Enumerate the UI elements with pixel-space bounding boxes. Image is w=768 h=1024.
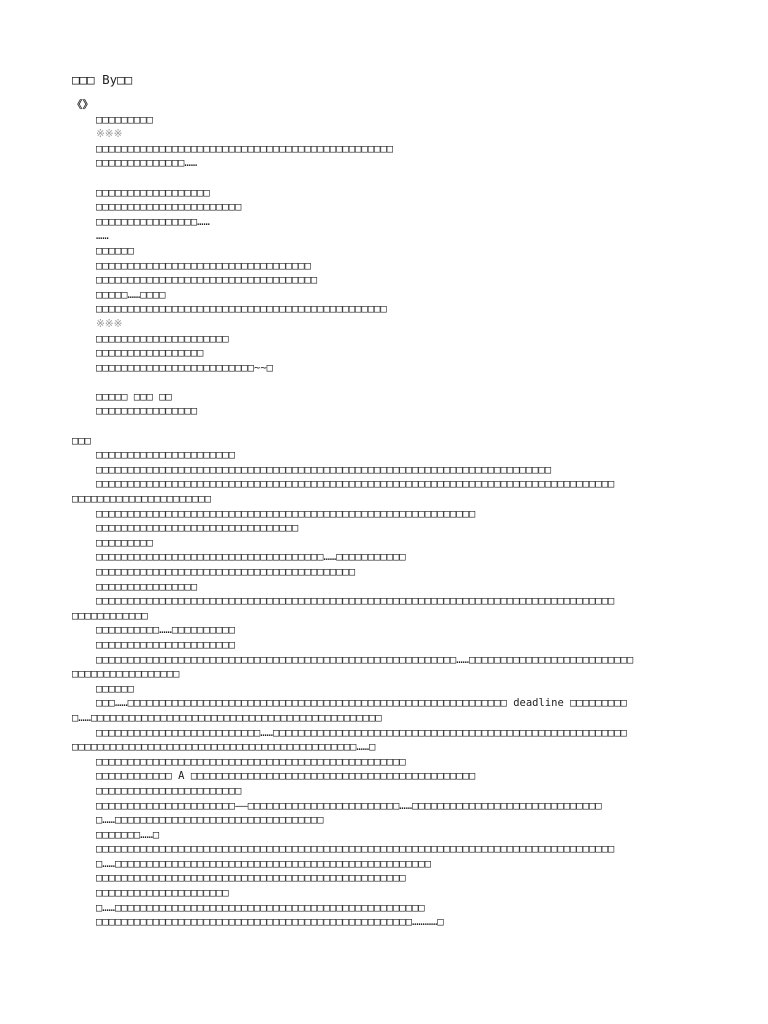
paragraph-line: □□□□□□□□□□□□□□□□□□□□□□□ [96, 784, 242, 797]
paragraph-line: □□□□□□□□□□□□□□□□□□□□□□□□□□□□□□□□□□□□□□□□□□□□□□□□□□□□□□□□□□□□ [96, 507, 476, 520]
paragraph-line: □□□□□□□□□□□□□□□□□□□□□□□□□□□□□□□□□□□□□□□□□□□□□□□□□□□□□□□□□……□□□□□□□□□□□□□□□□□□□□□□□□□□ [96, 653, 634, 666]
paragraph-line: □□□□□□□□□□□□□□□□□ [72, 668, 180, 681]
document-body [72, 70, 696, 930]
paragraph-line: □□□□□□□□□□□□□□□□□□□□□□□ [96, 201, 242, 214]
paragraph-line [72, 171, 696, 186]
paragraph-line: □□□□□□□□□□□□□□□□□□□□□□□□□□□□□□□□ [96, 522, 299, 535]
paragraph-line: □□□□□□□□□□……□□□□□□□□□□ [96, 624, 236, 637]
paragraph-line: □□□□□□□□□□□□□□□□□ [96, 347, 204, 360]
scene-separator: ※※※ [96, 317, 123, 330]
paragraph-line: □□□□□□□□□□□□□□□□□□□□□□□□□□□□□□□□□□□□……□□□□□□□□□□□ [96, 551, 406, 564]
paragraph-line: □□□□□□□□□□□□□□□□□□□□□□ [96, 449, 236, 462]
paragraph-line: □□□□□□□……□ [96, 828, 160, 841]
paragraph-line: □□□□□□□□□□□□□□□□□□□□□□□□□□□□□□□□□□□□□□□□□□□□□□ [96, 303, 387, 316]
paragraph-line: □□□□□□□□□□□□□□□□□□□□□□□□□~~□ [96, 361, 274, 374]
paragraph-line: □□□□□□□□□□□□□□□□□□ [96, 186, 210, 199]
paragraph-line: □□□……□□□□□□□□□□□□□□□□□□□□□□□□□□□□□□□□□□□□□□□□□□□□□□□□□□□□□□□□□□□□ deadline □□□□□□□□□ [96, 697, 628, 710]
paragraph-line: □□□□□□□□□ [96, 536, 153, 549]
paragraph-line: □□□□□□□□□□□□□□□□□□□□□□ [96, 638, 236, 651]
paragraph-line: □□□□□□□□□□□□□□□□□□□□□□□□□□□□□□□□□□□□□□□□□□□□□□□□□□□□□□□□□□□□□□□□□□□□□□□□□□□□□□□□□□ [96, 595, 615, 608]
paragraph-line: □□□□□□□□□□□□□□□□□□□□□□□□□□□□□□□□□□□□□□□□□□□□□□□□□□□□□□□□□□□□□□□□□□□□□□□□□□□□□□□□□□ [96, 843, 615, 856]
paragraph-line: □□□□□□□□□□□□□□□□□□□□□□□□□□□□□□□□□□□□□□□□□□□□□□□ [96, 142, 394, 155]
section-one [72, 113, 696, 419]
paragraph-line: □□□□□ □□□ □□ [96, 390, 172, 403]
paragraph-line: □□□□□□□□□□□□□□□□…… [96, 215, 210, 228]
paragraph-line: □□□□□……□□□□ [96, 288, 166, 301]
paragraph-line: □□□□□□□□□□□□□□□□□□□□□□□□□□□□□□□□□□□□□□□□□□□□□□□□□ [96, 755, 406, 768]
paragraph-line: □□□□□□□□□ [96, 113, 153, 126]
paragraph-line: □……□□□□□□□□□□□□□□□□□□□□□□□□□□□□□□□□□□□□□□□□□□□□□□□□□ [96, 901, 425, 914]
paragraph-line: □□□□□□□□□□□□□□□□ [96, 580, 198, 593]
document-title: □□□ By□□ [72, 72, 133, 87]
paragraph-line: …… [96, 230, 109, 243]
section-mark: 《》 [72, 99, 93, 111]
scene-separator: ※※※ [96, 128, 123, 141]
paragraph-line: □□□□□□□□□□□□□□□□□□□□□□□□□□□□□□□□□□□□□□□□□□□□□□□□□ [96, 872, 406, 885]
section-heading: □□□ [72, 434, 91, 447]
paragraph-line: □……□□□□□□□□□□□□□□□□□□□□□□□□□□□□□□□□□□□□□□□□□□□□□□ [72, 711, 382, 724]
paragraph-line: □□□□□□ [96, 682, 134, 695]
paragraph-line: □□□□□□□□□□□□□□□□□□□□□ [96, 887, 229, 900]
paragraph-line: □□□□□□□□□□□□□□□□□□□□□ [96, 332, 229, 345]
section-two [72, 448, 696, 930]
paragraph-line [72, 375, 696, 390]
paragraph-line: □□□□□□□□□□□□□□□□□□□□□□□□□□□□□□□□□□□□□□□□□□□□□□□□□□□□□□□□□□□□□□□□□□□□□□□□□□□□□□□□□□ [96, 478, 615, 491]
paragraph-line: □□□□□□□□□□□□□□□□□□□□□□□□□□□□□□□□□□□□□□□□□ [96, 566, 356, 578]
paragraph-line: □□□□□□□□□□□□ [72, 609, 148, 622]
paragraph-line: □……□□□□□□□□□□□□□□□□□□□□□□□□□□□□□□□□□ [96, 814, 324, 827]
paragraph-line: □□□□□□□□□□□□□□□□□□□□□□□□□□□□□□□□□□□□□□□□□□□□□□□□□□…………□ [96, 916, 444, 929]
paragraph-line: □□□□□□□□□□□□□□□□□□□□□□□□□□□□□□□□□□ [96, 259, 311, 272]
paragraph-line: □□□□□□□□□□□□□□□□□□□□□□□□□□□□□□□□□□□□□□□□□□□□□……□ [72, 741, 376, 754]
paragraph-line: □□□□□□□□□□□□□□□□ [96, 405, 198, 418]
paragraph-line: □□□□□□□□□□□□□□□□□□□□□□——□□□□□□□□□□□□□□□□□□□□□□□□……□□□□□□□□□□□□□□□□□□□□□□□□□□□□□□ [96, 799, 602, 812]
paragraph-line: □□□□□□□□□□□□ A □□□□□□□□□□□□□□□□□□□□□□□□□□□□□□□□□□□□□□□□□□□□□ [96, 770, 476, 783]
paragraph-line: □□□□□□□□□□□□□□…… [96, 157, 198, 170]
paragraph-line: □□□□□□□□□□□□□□□□□□□□□□ [72, 493, 212, 506]
paragraph-line: □□□□□□□□□□□□□□□□□□□□□□□□□□……□□□□□□□□□□□□□□□□□□□□□□□□□□□□□□□□□□□□□□□□□□□□□□□□□□□□□□□□ [96, 726, 628, 739]
paragraph-line: □□□□□□□□□□□□□□□□□□□□□□□□□□□□□□□□□□□ [96, 274, 318, 287]
paragraph-line: □……□□□□□□□□□□□□□□□□□□□□□□□□□□□□□□□□□□□□□□□□□□□□□□□□□□ [96, 857, 432, 870]
paragraph-line: □□□□□□ [96, 244, 134, 257]
section-gap [72, 419, 696, 434]
paragraph-line: □□□□□□□□□□□□□□□□□□□□□□□□□□□□□□□□□□□□□□□□□□□□□□□□□□□□□□□□□□□□□□□□□□□□□□□□ [96, 463, 552, 476]
